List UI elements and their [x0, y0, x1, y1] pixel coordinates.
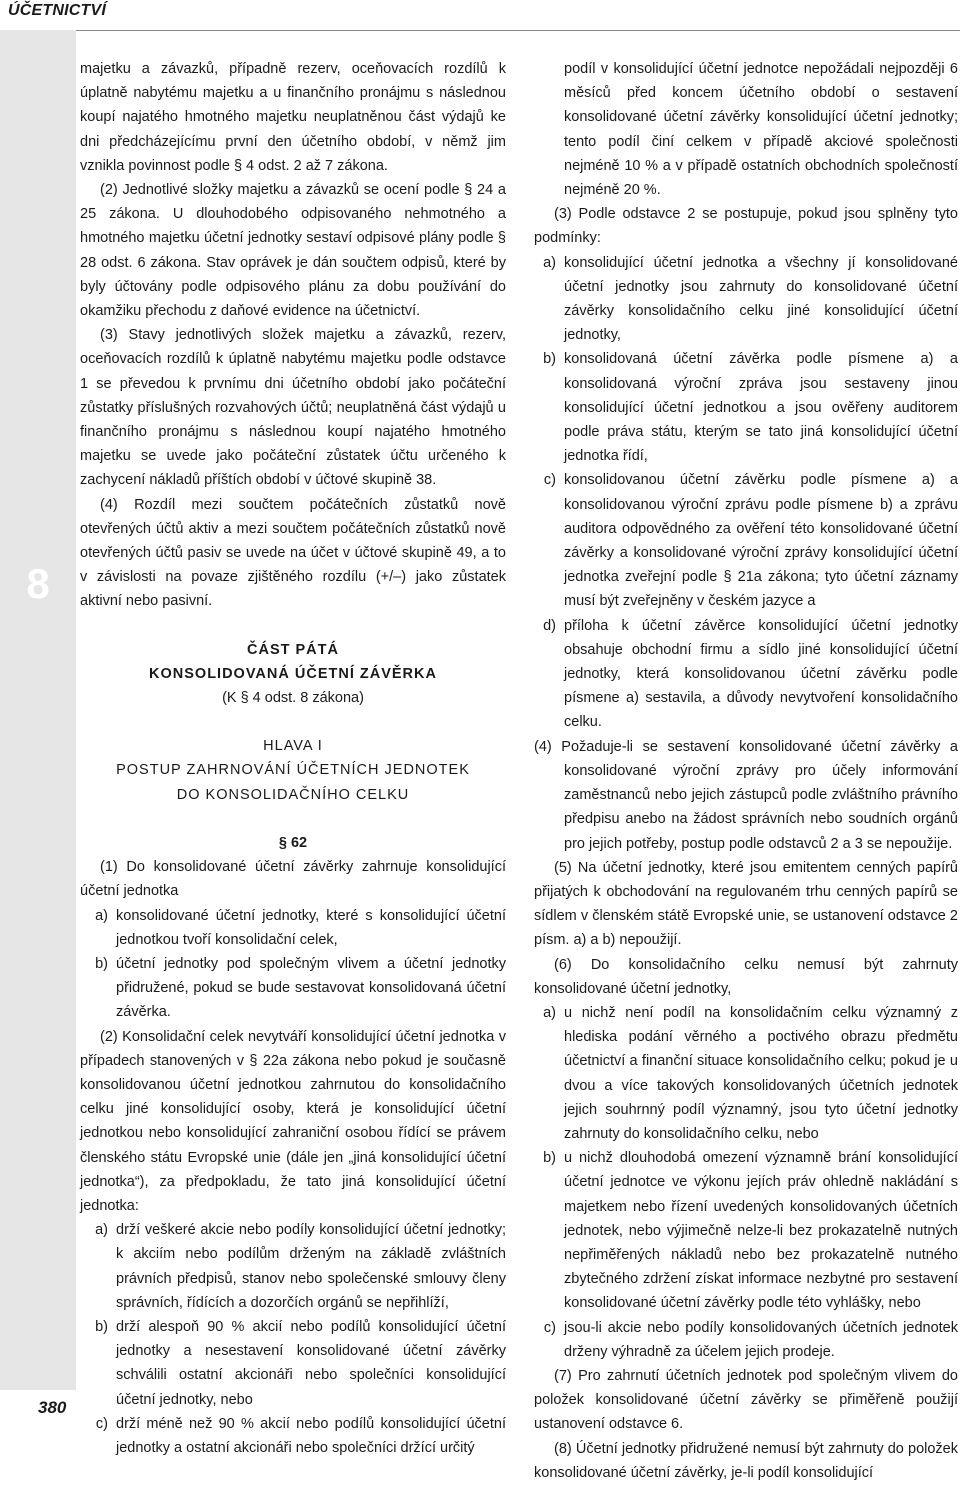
section-number: § 62 — [278, 834, 308, 851]
part-reference: (K § 4 odst. 8 zákona) — [222, 690, 364, 707]
section-paragraph-6: (6) Do konsolidačního celku nemusí být zahrnuty konsolidované účetní jednotky, — [534, 956, 958, 997]
section-paragraph-8: (8) Účetní jednotky přidružené nemusí být zahrnuty do položek konsolidované účetní závěrky, je-li podíl konsolidující — [534, 1440, 958, 1481]
list-item — [80, 1315, 506, 1412]
paragraph-continued: majetku a závazků, případně rezerv, oceňovacích rozdílů k úplatně nabytému majetku a u finančního pronájmu s následnou koupí najatého hmotného majetku neuplatněnou část výdajů ke dni předcházejícímu první den účetního období, v němž jim vznikla povinnost podle § 4 odst. 2 až 7 zákona. — [80, 61, 506, 174]
paragraph-continued: podíl v konsolidující účetní jednotce nepožádali nejpozději 6 měsíců před koncem účetního období o sestavení konsolidované účetní závěrky konsolidující účetní jednotky; tento podíl činí celkem v případě akciové společnosti nejméně 10 % a v případě ostatních obchodních společností nejméně 20 %. — [564, 61, 958, 199]
list-item-label: a) — [543, 1004, 556, 1021]
page-number: 380 — [38, 1398, 67, 1417]
list-item-text: účetní jednotky pod společným vlivem a účetní jednotky přidružené, pokud se bude sestavovat konsolidovaná účetní závěrka. — [116, 955, 506, 1021]
list-item — [534, 468, 958, 613]
list-item-label: c) — [95, 1415, 108, 1432]
list-item-text: konsolidovanou účetní závěrku podle písmene a) a konsolidovanou výroční zprávu podle písmene b) a zprávu auditora odpovědného za ověření této konsolidované účetní závěrky a konsolidované výroční zprávy konsolidující účetní jednotka zveřejní podle § 21a zákona; tyto účetní záznamy musí být zveřejněny v českém jazyce a — [564, 472, 958, 610]
list-item — [80, 904, 506, 952]
part-title: ČÁST PÁTÁ — [247, 641, 339, 658]
list-item-text: příloha k účetní závěrce konsolidující účetní jednotky obsahuje obchodní firmu a sídlo jiné konsolidující účetní jednotky, která konsolidovanou účetní závěrku podle písmene a) sestavila, a důvody nevytvoření konsolidačního celku. — [564, 617, 958, 731]
list-item-text: u nichž není podíl na konsolidačním celku významný z hlediska podání věrného a poctivého obrazu předmětu účetnictví a finanční situace konsolidačního celku; pokud je u dvou a více takových konsolidovaných účetních jednotek jejich souhrnný podíl významný, jsou tyto účetní jednotky zahrnuty do konsolidačního celku, nebo — [564, 1004, 958, 1142]
list-item — [80, 1218, 506, 1315]
paragraph-3: (3) Stavy jednotlivých složek majetku a závazků, rezerv, oceňovacích rozdílů k úplatně nabytému majetku podle odstavce 1 se převedou k prvnímu dni účetního období jako počáteční zůstatky příslušných rozvahových účtů; neuplatněná část výdajů u finančního pronájmu s následnou koupí najatého hmotného majetku se uvede jako počáteční zůstatek účtu určeného k zachycení nákladů příštích období v účtové skupině 38. — [80, 327, 506, 489]
section-paragraph-4: (4) Požaduje-li se sestavení konsolidované účetní závěrky a konsolidované výroční zprávy pro účely informování zaměstnanců nebo jejich zástupců podle zvláštního právního předpisu anebo na žádost správních nebo soudních orgánů pro jejich potřeby, postup podle odstavců 2 a 3 se nepoužije. — [534, 738, 958, 852]
part-name: KONSOLIDOVANÁ ÚČETNÍ ZÁVĚRKA — [149, 665, 437, 682]
list-item — [534, 251, 958, 348]
list-item — [534, 1316, 958, 1364]
list-item-text: jsou-li akcie nebo podíly konsolidovaných účetních jednotek drženy výhradně za účelem jejich prodeje. — [564, 1319, 958, 1360]
hlava-title-line-1: POSTUP ZAHRNOVÁNÍ ÚČETNÍCH JEDNOTEK — [116, 762, 470, 779]
left-column — [80, 57, 506, 1460]
right-column — [534, 57, 958, 1485]
paragraph-2: (2) Jednotlivé složky majetku a závazků se ocení podle § 24 a 25 zákona. U dlouhodobého odpisovaného nehmotného a hmotného majetku účetní jednotky sestaví odpisové plány podle § 28 odst. 6 zákona. Stav oprávek je dán součtem odpisů, které by byly účtovány podle odpisového plánu za dobu používání do okamžiku přechodu z daňové evidence na účetnictví. — [80, 182, 506, 320]
section-paragraph-5: (5) Na účetní jednotky, které jsou emitentem cenných papírů přijatých k obchodování na regulovaném trhu cenných papírů se sídlem v členském státě Evropské unie, se ustanovení odstavce 2 písm. a) a b) nepoužijí. — [534, 859, 958, 949]
section-paragraph-2: (2) Konsolidační celek nevytváří konsolidující účetní jednotka v případech stanovených v § 22a zákona nebo pokud je současně konsolidovanou účetní jednotkou zahrnutou do konsolidačního celku jiné konsolidující osoby, která je konsolidující účetní jednotkou nebo konsolidující zahraniční osobou řídící se právem členského státu Evropské unie (dále jen „jiná konsolidující účetní jednotka“), za předpokladu, že tato jiná konsolidující účetní jednotka: — [80, 1028, 506, 1214]
paragraph-4: (4) Rozdíl mezi součtem počátečních zůstatků nově otevřených účtů aktiv a mezi součtem počátečních zůstatků nově otevřených účtů pasiv se uvede na účet v účtové skupině 49, a to v závislosti na povaze zjištěného rozdílu (+/–) jako zůstatek aktivní nebo pasivní. — [80, 496, 506, 610]
section-paragraph-1: (1) Do konsolidované účetní závěrky zahrnuje konsolidující účetní jednotka — [80, 859, 506, 900]
chapter-tab — [0, 30, 76, 1390]
list-item-label: c) — [543, 1319, 556, 1336]
list-item-label: a) — [95, 907, 108, 924]
list-item-label: b) — [543, 1150, 556, 1167]
hlava-title-line-2: DO KONSOLIDAČNÍHO CELKU — [176, 786, 410, 803]
list-item-text: konsolidující účetní jednotka a všechny jí konsolidované účetní jednotky jsou zahrnuty do konsolidované účetní závěrky konsolidačního celku jiné konsolidující účetní jednotky, — [564, 254, 958, 344]
list-item-label: c) — [543, 472, 556, 489]
hlava-number: HLAVA I — [263, 738, 323, 755]
list-item — [534, 1001, 958, 1146]
list-item — [80, 952, 506, 1025]
list-item-label: b) — [95, 1318, 108, 1335]
list-item-label: a) — [95, 1222, 108, 1239]
header-divider — [0, 30, 960, 31]
list-item — [80, 1412, 506, 1460]
list-item-label: b) — [543, 351, 556, 368]
list-item-text: drží veškeré akcie nebo podíly konsolidující účetní jednotky; k akciím nebo podílům drženým na základě zvláštních právních předpisů, stanov nebo společenské smlouvy členy správních, řídících a dozorčích orgánů se nepřihlíží, — [116, 1222, 506, 1311]
list-item-label: a) — [543, 254, 556, 271]
list-item-text: drží alespoň 90 % akcií nebo podílů konsolidující účetní jednotky a nesestavení konsolidované účetní závěrky schválili ostatní akcionáři nebo společníci konsolidující účetní jednotky, nebo — [116, 1318, 506, 1408]
list-item-label: b) — [95, 955, 108, 972]
list-item-text: konsolidované účetní jednotky, které s konsolidující účetní jednotkou tvoří konsolidační celek, — [116, 907, 506, 948]
list-item-text: drží méně než 90 % akcií nebo podílů konsolidující účetní jednotky a ostatní akcionáři nebo společníci držící určitý — [116, 1415, 506, 1456]
list-item — [534, 1146, 958, 1315]
section-paragraph-7: (7) Pro zahrnutí účetních jednotek pod společným vlivem do položek konsolidované účetní závěrky se přiměřeně použijí ustanovení odstavce 6. — [534, 1367, 958, 1433]
list-item-label: d) — [543, 617, 556, 634]
list-item — [534, 614, 958, 735]
chapter-tab-number: 8 — [26, 560, 50, 607]
list-item-text: konsolidovaná účetní závěrka podle písmene a) a konsolidovaná výroční zpráva jsou sestaveny jinou konsolidující účetní jednotkou a jsou ověřeny auditorem podle práva státu, kterým se tato jiná konsolidující účetní jednotka řídí, — [564, 351, 958, 465]
list-item — [534, 347, 958, 468]
running-header-title: ÚČETNICTVÍ — [8, 2, 106, 19]
list-item-text: u nichž dlouhodobá omezení významně brání konsolidující účetní jednotce ve výkonu jejích práv ohledně nakládání s majetkem nebo řízení uvedených konsolidovaných účetních jednotek, nebo výjimečně nelze-li bez prokazatelně nutných nepřiměřených nákladů nebo bez prokazatelně nutného zbytečného zdržení získat informace nezbytné pro sestavení konsolidované účetní závěrky podle této vyhlášky, nebo — [564, 1150, 958, 1312]
section-paragraph-3: (3) Podle odstavce 2 se postupuje, pokud jsou splněny tyto podmínky: — [534, 206, 958, 247]
